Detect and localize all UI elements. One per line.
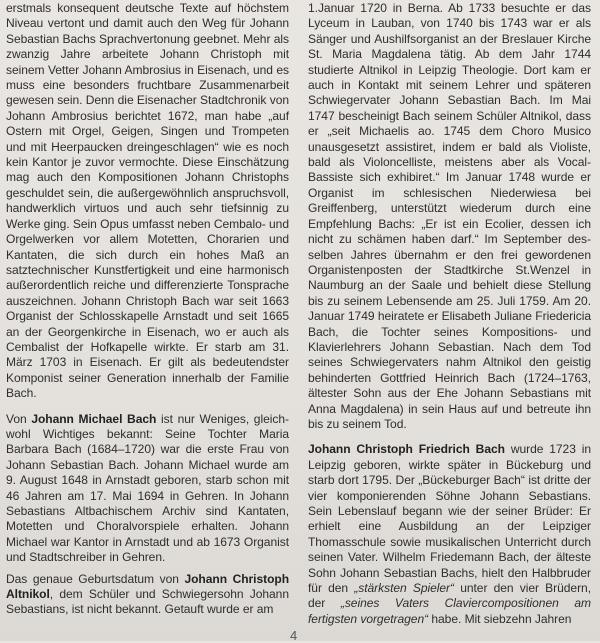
page-number: 4 bbox=[290, 628, 298, 643]
quote-claviercompositionen: „seines Vaters Claviercompositionen am fertigsten vorgetragen“ bbox=[308, 596, 591, 626]
paragraph-body: habe. Mit siebzehn Jahren bbox=[431, 611, 572, 626]
quote-staerksten-spieler: „stärksten Spieler“ bbox=[354, 581, 454, 596]
paragraph-johann-michael bbox=[6, 412, 289, 566]
name-johann-christoph-altnikol: Johann Christoph Altnikol bbox=[6, 571, 290, 602]
paragraph-body: ist nur Weniges, gleichwohl Wichtiges bekannt: Seine Tochter Maria Barbara Bach (1684–1720) war die erste Frau von Johann Sebastian Bach. Johann Michael wurde am 9. August 1648 in Arnstadt geboren, starb schon mit 46 Jahren am 17. Mai 1694 in Gehren. In Johann Sebastians Altbachischem Archiv sind Kantaten, Motetten und Choralvorspiele erhalten. Johann Michael war Kantor in Arnstadt und ab 1673 Organist und Stadtschreiber in Gehren. bbox=[6, 411, 289, 565]
right-column bbox=[308, 1, 591, 637]
name-johann-christoph-friedrich-bach: Johann Christoph Friedrich Bach bbox=[308, 442, 505, 457]
paragraph-altnikol-start bbox=[6, 572, 289, 618]
paragraph-altnikol-continued: 1.Januar 1720 in Berna. Ab 1733 besuchte er das Lyceum in Lauban, von 1740 bis 1743 war er als Sänger und Aushilfsorganist an der Breslauer Kirche St. Maria Magdalena tätig. Ab dem Jahr 1744 studierte Altnikol in Leipzig Theologie. Dort kam er auch in Kontakt mit seinem Lehrer und späteren Schwiegervater Johann Sebastian Bach. Im Mai 1747 bescheinigt Bach seinem Schüler Altnikol, dass er „seit Michaelis ao. 1745 dem Choro Musico unausgesetzt assistiret, indem er bald als Violiste, bald als Violoncelliste, meistens aber als Vocal-Bassiste sich exhibiret.“ Im Januar 1748 wurde er Organist im schlesischen Niederwiesa bei Greiffenberg, unterstützt wiederum durch eine Empfehlung Bachs: „Er ist ein Ecolier, dessen ich nicht zu schämen haben darf.“ Im September desselben Jahres übernahm er den frei gewordenen Organistenposten der Stadtkirche St.Wenzel in Naumburg an der Saale und behielt diese Stellung bis zu seinem Lebensende am 25. Juli 1759. Am 20. Januar 1749 heiratete er Elisabeth Juliane Friedericia Bach, die Tochter seines Kompositions- und Klavierlehrers Johann Sebastian. Nach dem Tod seines Schwiegervaters nahm Altnikol den geistig behinderten Gottfried Heinrich Bach (1724–1763, ältester Sohn aus der Ehe Johann Sebastians mit Anna Magdalena) in sein Haus auf und betreute ihn bis zu seinem Tod. bbox=[308, 1, 591, 431]
left-column bbox=[6, 1, 289, 628]
paragraph-body: wurde 1723 in Leipzig geboren, wirkte später in Bückeburg und starb dort 1795. Der „Bückeburger Bach“ ist dritte der vier komponierenden Söhne Johann Sebastians. Sein Lebenslauf begann wie der seiner Brüder: Er erhielt eine Ausbildung an der Leipziger Thomasschule sowie musikalischen Unterricht durch seinen Vater. Wilhelm Friedemann Bach, der älteste Sohn Johann Sebastian Bachs, hielt den Halbbruder für den bbox=[308, 442, 591, 596]
paragraph-body: unter den vier Brüdern, der bbox=[308, 581, 591, 611]
paragraph-lead: Das genaue Geburtsdatum von bbox=[6, 571, 179, 586]
paragraph-johann-christoph: erstmals konsequent deutsche Texte auf höchstem Niveau vertont und damit auch den Weg für Johann Sebastian Bachs Sprachvertonung geebnet. Mehr als zwanzig Jahre arbeitete Johann Christoph mit seinem Vetter Johann Ambrosius in Eisenach, und es muss eine besonders fruchtbare Zusammenarbeit gewesen sein. Denn die Eisenacher Stadtchronik von Johann Ambrosius berichtet 1672, man habe „auf Ostern mit Orgel, Geigen, Singen und Trompeten und mit Heerpaucken dreingeschlagen“ wie es noch kein Kantor je zuvor vermochte. Diese Einschätzung mag auch den Kompositionen Johann Christophs geschuldet sein, die außergewöhnlich anspruchsvoll, handwerklich virtuos und auch sehr tiefsinnig zu Werke ging. Sein Opus umfasst neben Cembalo- und Orgelwerken vor allem Motetten, Chorarien und Kantaten, die sich durch ein hohes Maß an satztechnischer Kunstfertigkeit und eine harmonisch außerordentlich reiche und differenzierte Tonsprache auszeichnen. Johann Christoph Bach war seit 1663 Organist der Schlosskapelle Arnstadt und seit 1665 an der Georgenkirche in Eisenach, wo er auch als Cembalist der Hofkapelle wirkte. Er starb am 31. März 1703 in Eisenach. Er gilt als bedeutendster Komponist seiner Generation innerhalb der Familie Bach. bbox=[6, 1, 289, 401]
paragraph-johann-christoph-friedrich bbox=[308, 442, 591, 627]
paragraph-body: , dem Schüler und Schwiegersohn Johann Sebastians, ist nicht bekannt. Getauft wurde er am bbox=[6, 587, 289, 617]
paragraph-lead: Von bbox=[6, 411, 27, 426]
name-johann-michael-bach: Johann Michael Bach bbox=[31, 411, 157, 426]
